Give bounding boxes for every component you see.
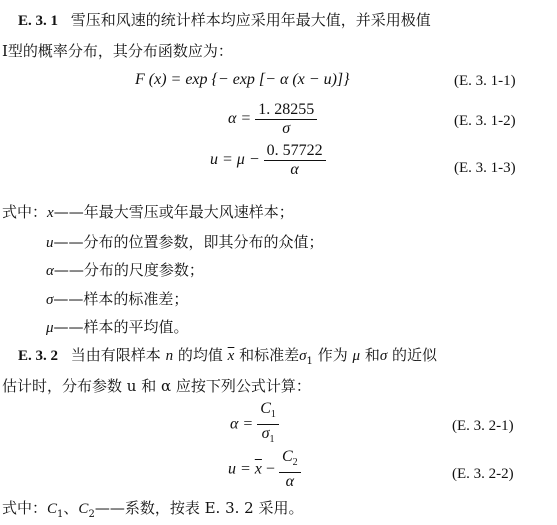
numerator: $C_2$ [279,448,301,473]
paragraph-text: 雪压和风速的统计样本均应采用年最大值，并采用极值 [70,11,431,29]
section-number: E. 3. 2 [18,348,59,364]
subscript: 2 [88,509,95,520]
where-lead: 式中： [2,203,48,221]
equation-lhs: α = [230,415,254,433]
paragraph-text: 估计时，分布参数 u 和 α 应按下列公式计算： [2,377,311,395]
equation-number: (E. 3. 1-2) [454,113,516,129]
equation-number: (E. 3. 2-1) [452,418,514,434]
symbol: α [46,263,54,279]
where-list-1-item-3 [46,288,188,309]
equation-e312 [228,101,317,138]
e31-line1 [18,9,431,30]
paragraph-text: 和 [364,346,380,364]
equation-e321 [230,400,279,449]
numerator: 1. 28255 [255,101,317,120]
subscript: 1 [306,356,313,367]
symbol: x [47,205,54,221]
paragraph-text: 的近似 [392,346,438,364]
description: ——样本的标准差； [53,290,189,308]
equation-e313 [210,142,326,179]
paragraph-text: 当由有限样本 [70,346,161,364]
description: ——年最大雪压或年最大风速样本； [53,203,294,221]
description: ——样本的平均值。 [53,318,189,336]
operator: − [265,460,275,478]
paragraph-text: 和标准差 [239,346,300,364]
equation-lhs: u = μ − [210,151,260,169]
symbol: $\overline{x}$ [227,348,235,364]
equation-lhs: α = [228,110,252,128]
symbol: σ [46,292,54,308]
section-number: E. 3. 1 [18,13,59,29]
e32-line2 [2,375,311,396]
paragraph-text: Ⅰ型的概率分布，其分布函数应为： [2,42,233,60]
where-list-1-item-1 [46,231,324,252]
symbol: μ [352,348,361,364]
symbol: $\overline{x}$ [254,460,262,478]
description: ——系数，按表 E. 3. 2 采用。 [94,499,304,517]
where-list-1-item-4 [46,316,189,337]
paragraph-text: 作为 [317,346,348,364]
numerator: 0. 57722 [264,142,326,161]
where-list-1-item-0 [2,201,294,222]
equation-number: (E. 3. 1-3) [454,160,516,176]
symbol: σ [299,348,307,364]
denominator: α [285,473,294,491]
paragraph-text: 的均值 [177,346,223,364]
where-list-1-item-2 [46,259,204,280]
fraction [257,400,279,449]
symbol: C [47,501,58,517]
equation-e322 [228,448,301,491]
equation-number: (E. 3. 2-2) [452,466,514,482]
numerator: $C_1$ [257,400,279,425]
equation-e311 [135,71,350,89]
e31-line2 [2,40,233,61]
description: ——分布的位置参数，即其分布的众值； [53,233,324,251]
symbol: σ [379,348,388,364]
fraction [264,142,326,179]
where-lead: 式中： [2,499,48,517]
denominator: σ [282,120,291,137]
denominator: $\sigma_1$ [261,425,275,446]
where-list-2 [2,497,303,520]
denominator: α [290,161,299,178]
separator: 、 [63,499,79,517]
fraction [255,101,317,138]
equation-body: F (x) = exp {− exp [− α (x − u)]} [135,71,350,88]
description: ——分布的尺度参数； [53,261,204,279]
symbol: C [78,501,89,517]
fraction [279,448,301,491]
symbol: u [46,235,54,251]
equation-lhs: u = [228,460,251,478]
symbol: μ [46,320,54,336]
e32-line1 [18,344,437,367]
equation-number: (E. 3. 1-1) [454,73,516,89]
subscript: 1 [57,509,64,520]
symbol: n [165,348,174,364]
